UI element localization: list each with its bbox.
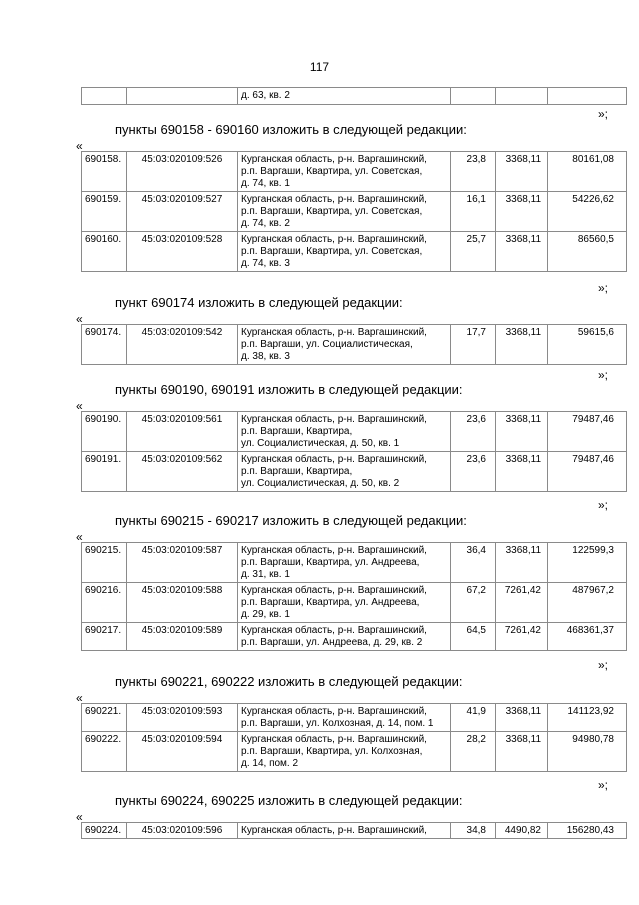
cell-cadastral: 45:03:020109:588: [127, 583, 238, 623]
table-row: [82, 152, 627, 192]
table-row: [82, 452, 627, 492]
address-line: р.п. Варгаши, Квартира, ул. Советская,: [241, 246, 423, 257]
address-line: д. 29, кв. 1: [241, 609, 290, 620]
closing-quote: »;: [598, 498, 609, 512]
address-line: Курганская область, р-н. Варгашинский,: [241, 454, 427, 465]
cell-area: 23,6: [451, 412, 496, 452]
section-intro: пункты 690224, 690225 изложить в следующей редакции:: [115, 793, 463, 808]
cell-cadastral: 45:03:020109:542: [127, 325, 238, 365]
cell-total: 94980,78: [548, 732, 627, 772]
cell-area: 16,1: [451, 192, 496, 232]
cell-area: 23,6: [451, 452, 496, 492]
cell-num: 690221.: [82, 704, 127, 732]
address-line: р.п. Варгаши, Квартира,: [241, 426, 353, 437]
cell-cadastral: 45:03:020109:562: [127, 452, 238, 492]
cell-price: 3368,11: [496, 704, 548, 732]
cell-address: [238, 325, 451, 365]
cell-address: [238, 623, 451, 651]
section-intro: пункты 690190, 690191 изложить в следующей редакции:: [115, 382, 463, 397]
table-row: [82, 583, 627, 623]
cell-address: [238, 452, 451, 492]
cell-address: [238, 543, 451, 583]
address-line: д. 14, пом. 2: [241, 758, 299, 769]
section-intro: пункты 690158 - 690160 изложить в следующей редакции:: [115, 122, 467, 137]
section-intro: пункты 690221, 690222 изложить в следующей редакции:: [115, 674, 463, 689]
cell-address: [238, 823, 451, 839]
cell-price: 3368,11: [496, 152, 548, 192]
cell-total: 86560,5: [548, 232, 627, 272]
address-line: Курганская область, р-н. Варгашинский,: [241, 414, 427, 425]
cell-address: [238, 192, 451, 232]
closing-quote: »;: [598, 368, 609, 382]
opening-quote: «: [76, 691, 83, 705]
cell-cadastral: 45:03:020109:593: [127, 704, 238, 732]
cell-price: 7261,42: [496, 623, 548, 651]
closing-quote: »;: [598, 281, 609, 295]
cell-total: 141123,92: [548, 704, 627, 732]
cell-cadastral: 45:03:020109:587: [127, 543, 238, 583]
cell-cadastral: 45:03:020109:594: [127, 732, 238, 772]
property-table: [81, 542, 627, 651]
address-line: Курганская область, р-н. Варгашинский,: [241, 194, 427, 205]
cell-total: 80161,08: [548, 152, 627, 192]
address-line: Курганская область, р-н. Варгашинский,: [241, 734, 427, 745]
cell-area: 25,7: [451, 232, 496, 272]
cell-cadastral: 45:03:020109:561: [127, 412, 238, 452]
section-intro: пункты 690215 - 690217 изложить в следующей редакции:: [115, 513, 467, 528]
cell-num: 690217.: [82, 623, 127, 651]
table-row: [82, 543, 627, 583]
cell-address: [238, 232, 451, 272]
cell-total: 468361,37: [548, 623, 627, 651]
cell-price: 3368,11: [496, 232, 548, 272]
cell-address: [238, 412, 451, 452]
address-line: р.п. Варгаши, Квартира, ул. Колхозная,: [241, 746, 423, 757]
property-table: [81, 703, 627, 772]
closing-quote: »;: [598, 658, 609, 672]
table-row: [82, 412, 627, 452]
cell-cadastral: 45:03:020109:526: [127, 152, 238, 192]
opening-quote: «: [76, 312, 83, 326]
cell-area: 64,5: [451, 623, 496, 651]
cell-area: 28,2: [451, 732, 496, 772]
address-line: Курганская область, р-н. Варгашинский,: [241, 625, 427, 636]
address-line: Курганская область, р-н. Варгашинский,: [241, 154, 427, 165]
cell-area: 23,8: [451, 152, 496, 192]
property-table: [81, 151, 627, 272]
address-line: ул. Социалистическая, д. 50, кв. 2: [241, 478, 400, 489]
table-row: [82, 192, 627, 232]
cell-total: 156280,43: [548, 823, 627, 839]
cell-num: 690160.: [82, 232, 127, 272]
address-line: р.п. Варгаши, ул. Андреева, д. 29, кв. 2: [241, 637, 423, 648]
cell-num: 690159.: [82, 192, 127, 232]
cell-cadastral: 45:03:020109:527: [127, 192, 238, 232]
cell-addr: [238, 88, 451, 105]
table-row: [82, 623, 627, 651]
cell-cadastral: 45:03:020109:589: [127, 623, 238, 651]
address-line: д. 38, кв. 3: [241, 351, 290, 362]
opening-quote: «: [76, 139, 83, 153]
address-line: р.п. Варгаши, Квартира, ул. Советская,: [241, 166, 423, 177]
address-line: р.п. Варгаши, ул. Социалистическая,: [241, 339, 413, 350]
address-line: р.п. Варгаши, Квартира, ул. Андреева,: [241, 597, 420, 608]
cell-total: 79487,46: [548, 412, 627, 452]
cell-address: [238, 732, 451, 772]
property-table: [81, 324, 627, 365]
cell-area: 17,7: [451, 325, 496, 365]
cell-cadastral: 45:03:020109:596: [127, 823, 238, 839]
opening-quote: «: [76, 530, 83, 544]
cell-num: 690222.: [82, 732, 127, 772]
cell-address: [238, 704, 451, 732]
address-line: Курганская область, р-н. Варгашинский,: [241, 706, 427, 717]
address-line: Курганская область, р-н. Варгашинский,: [241, 545, 427, 556]
cell-price: 3368,11: [496, 452, 548, 492]
address-line: Курганская область, р-н. Варгашинский,: [241, 825, 427, 836]
cell-num: 690191.: [82, 452, 127, 492]
cell-total: 487967,2: [548, 583, 627, 623]
table-row: [82, 232, 627, 272]
cell-num: 690190.: [82, 412, 127, 452]
cell-total: 79487,46: [548, 452, 627, 492]
cell-price: 4490,82: [496, 823, 548, 839]
cell-total: 122599,3: [548, 543, 627, 583]
closing-quote: »;: [598, 778, 609, 792]
section-intro: пункт 690174 изложить в следующей редакции:: [115, 295, 403, 310]
cell-num: 690216.: [82, 583, 127, 623]
address-line: Курганская область, р-н. Варгашинский,: [241, 234, 427, 245]
page-number: 117: [309, 60, 330, 74]
address-line: р.п. Варгаши, Квартира, ул. Андреева,: [241, 557, 420, 568]
address-line: р.п. Варгаши, Квартира,: [241, 466, 353, 477]
table-row: [82, 704, 627, 732]
address-line: д. 74, кв. 2: [241, 218, 290, 229]
cell-area: [451, 88, 496, 105]
cell-total: [548, 88, 627, 105]
cell-num: [82, 88, 127, 105]
table-row: [82, 732, 627, 772]
cell-price: 3368,11: [496, 325, 548, 365]
cell-price: 7261,42: [496, 583, 548, 623]
address-line: р.п. Варгаши, Квартира, ул. Советская,: [241, 206, 423, 217]
address-line: д. 74, кв. 1: [241, 178, 290, 189]
cell-area: 41,9: [451, 704, 496, 732]
cell-address: [238, 583, 451, 623]
cell-area: 34,8: [451, 823, 496, 839]
cell-price: 3368,11: [496, 412, 548, 452]
cell-cad: [127, 88, 238, 105]
cell-num: 690224.: [82, 823, 127, 839]
cell-price: 3368,11: [496, 192, 548, 232]
cell-cadastral: 45:03:020109:528: [127, 232, 238, 272]
address-line: ул. Социалистическая, д. 50, кв. 1: [241, 438, 400, 449]
cell-price: [496, 88, 548, 105]
table-row: [82, 88, 627, 105]
opening-quote: «: [76, 399, 83, 413]
cell-price: 3368,11: [496, 543, 548, 583]
cell-total: 54226,62: [548, 192, 627, 232]
property-table: [81, 411, 627, 492]
address-line: д. 74, кв. 3: [241, 258, 290, 269]
closing-quote: »;: [598, 107, 609, 121]
address-line: д. 31, кв. 1: [241, 569, 290, 580]
addr-line: д. 63, кв. 2: [241, 90, 290, 101]
cell-num: 690174.: [82, 325, 127, 365]
address-line: р.п. Варгаши, ул. Колхозная, д. 14, пом. 1: [241, 718, 434, 729]
address-line: Курганская область, р-н. Варгашинский,: [241, 585, 427, 596]
address-line: Курганская область, р-н. Варгашинский,: [241, 327, 427, 338]
cell-price: 3368,11: [496, 732, 548, 772]
table-row: [82, 823, 627, 839]
cell-num: 690215.: [82, 543, 127, 583]
property-table: [81, 822, 627, 839]
cell-area: 67,2: [451, 583, 496, 623]
cell-area: 36,4: [451, 543, 496, 583]
opening-quote: «: [76, 810, 83, 824]
cell-total: 59615,6: [548, 325, 627, 365]
table-row: [82, 325, 627, 365]
cell-num: 690158.: [82, 152, 127, 192]
cell-address: [238, 152, 451, 192]
table-fragment-top: [81, 87, 627, 105]
